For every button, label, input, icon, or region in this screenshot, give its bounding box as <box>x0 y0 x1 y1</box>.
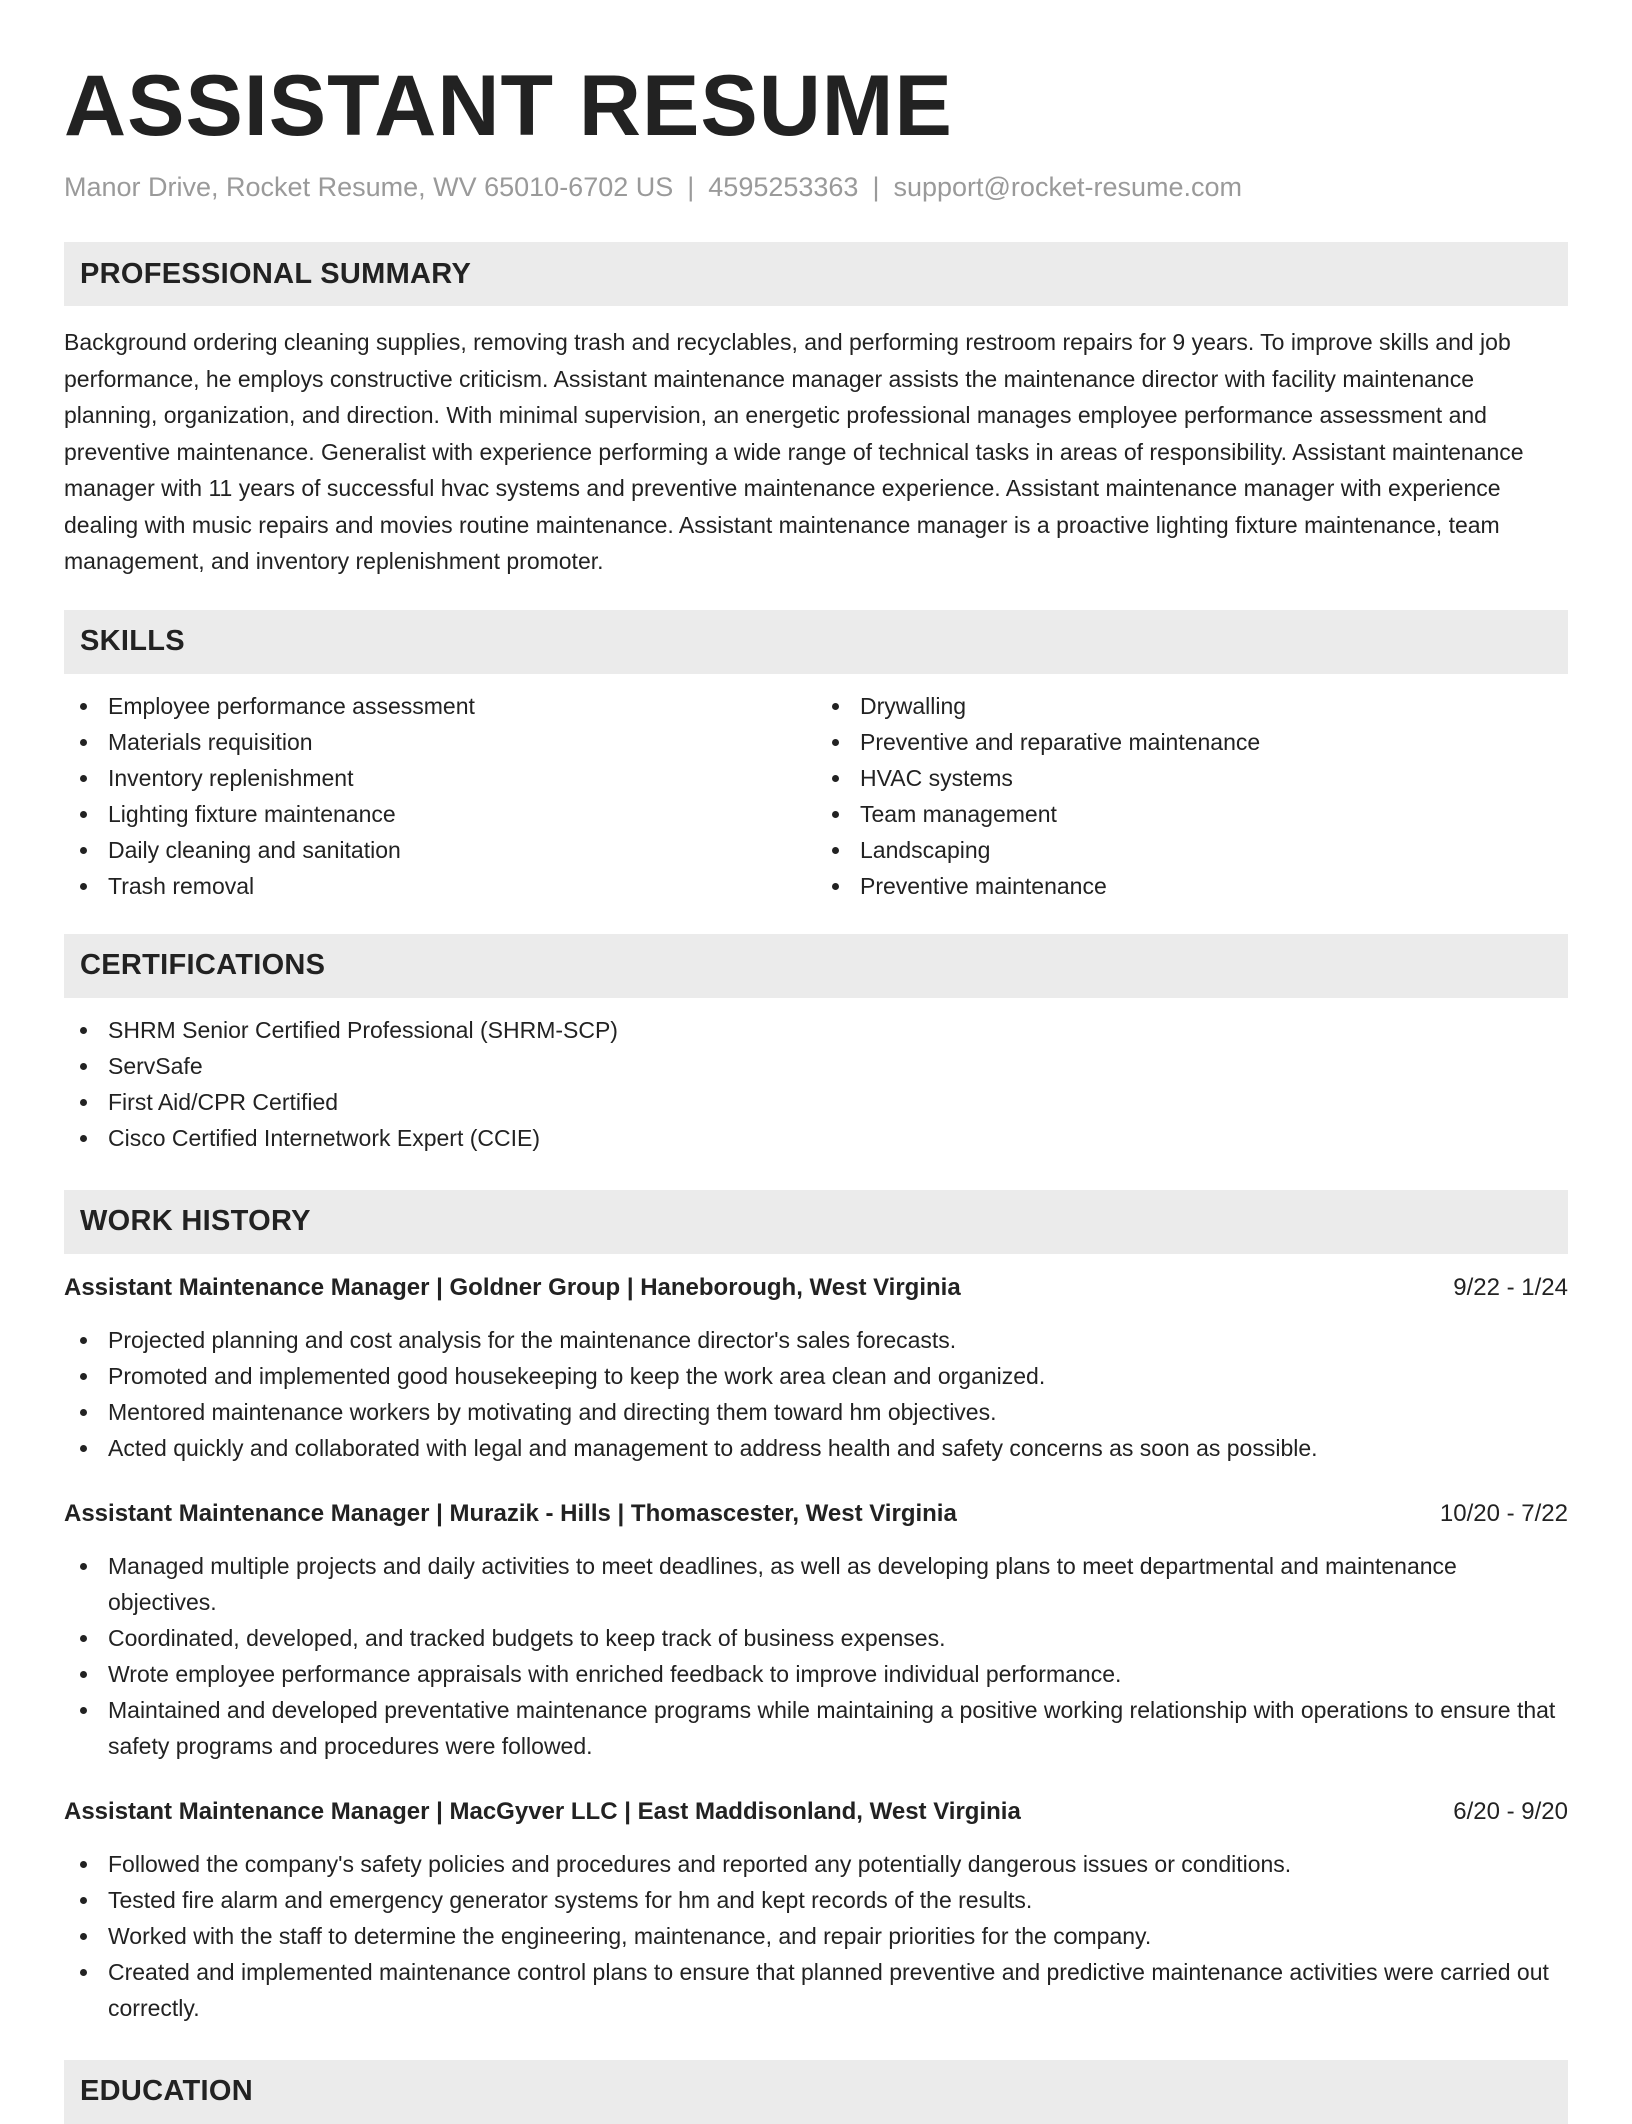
skill-item: HVAC systems <box>860 760 1568 796</box>
skill-item: Drywalling <box>860 688 1568 724</box>
job-bullet: Coordinated, developed, and tracked budgets to keep track of business expenses. <box>108 1620 1568 1656</box>
job-bullet: Maintained and developed preventative maintenance programs while maintaining a positive working relationship with operations to ensure that safety programs and procedures were followed. <box>108 1692 1568 1764</box>
job-bullets <box>64 1548 1568 1764</box>
job-dates: 9/22 - 1/24 <box>1453 1273 1568 1301</box>
contact-separator: | <box>872 172 880 202</box>
summary-heading: PROFESSIONAL SUMMARY <box>80 257 472 290</box>
resume-title: ASSISTANT RESUME <box>64 58 953 154</box>
skill-item: Trash removal <box>108 868 816 904</box>
job-bullet: Tested fire alarm and emergency generator systems for hm and kept records of the results. <box>108 1882 1568 1918</box>
job-header <box>64 1796 1568 1828</box>
summary-text: Background ordering cleaning supplies, removing trash and recyclables, and performing restroom repairs for 9 years. To improve skills and job performance, he employs constructive criticism. Assistant maintenance manager assists the maintenance director with facility maintenance planning, organization, and direction. With minimal supervision, an energetic professional manages employee performance assessment and preventive maintenance. Generalist with experience performing a wide range of technical tasks in areas of responsibility. Assistant maintenance manager with 11 years of successful hvac systems and preventive maintenance experience. Assistant maintenance manager with experience dealing with music repairs and movies routine maintenance. Assistant maintenance manager is a proactive lighting fixture maintenance, team management, and inventory replenishment promoter. <box>64 329 1524 574</box>
job-bullet: Created and implemented maintenance control plans to ensure that planned preventive and predictive maintenance activities were carried out correctly. <box>108 1954 1568 2026</box>
job-entry <box>64 1498 1568 1764</box>
skill-item: Inventory replenishment <box>108 760 816 796</box>
skills-column-left <box>64 688 816 904</box>
skills-column-right <box>816 688 1568 904</box>
job-title: Assistant Maintenance Manager | MacGyver LLC | East Maddisonland, West Virginia <box>64 1797 1021 1825</box>
skill-item: Materials requisition <box>108 724 816 760</box>
job-bullet: Promoted and implemented good housekeeping to keep the work area clean and organized. <box>108 1358 1568 1394</box>
job-entry <box>64 1272 1568 1466</box>
job-bullet: Mentored maintenance workers by motivating and directing them toward hm objectives. <box>108 1394 1568 1430</box>
job-title: Assistant Maintenance Manager | Murazik - Hills | Thomascester, West Virginia <box>64 1499 957 1527</box>
education-heading: EDUCATION <box>80 2075 253 2107</box>
job-bullet: Worked with the staff to determine the engineering, maintenance, and repair priorities for the company. <box>108 1918 1568 1954</box>
certifications-heading: CERTIFICATIONS <box>80 949 326 981</box>
contact-email: support@rocket-resume.com <box>893 172 1242 202</box>
job-bullet: Managed multiple projects and daily activities to meet deadlines, as well as developing plans to meet departmental and maintenance objectives. <box>108 1548 1568 1620</box>
skill-item: Landscaping <box>860 832 1568 868</box>
summary-section-header <box>64 242 1568 306</box>
job-bullet: Followed the company's safety policies and procedures and reported any potentially dangerous issues or conditions. <box>108 1846 1568 1882</box>
job-bullet: Wrote employee performance appraisals with enriched feedback to improve individual performance. <box>108 1656 1568 1692</box>
work-history-section-header <box>64 1190 1568 1254</box>
certification-item: Cisco Certified Internetwork Expert (CCIE) <box>108 1120 1568 1156</box>
skill-item: Employee performance assessment <box>108 688 816 724</box>
skill-item: Team management <box>860 796 1568 832</box>
job-header <box>64 1498 1568 1530</box>
job-bullet: Acted quickly and collaborated with legal and management to address health and safety concerns as soon as possible. <box>108 1430 1568 1466</box>
contact-separator: | <box>687 172 695 202</box>
job-header <box>64 1272 1568 1304</box>
contact-phone: 4595253363 <box>708 172 859 202</box>
certification-item: ServSafe <box>108 1048 1568 1084</box>
job-dates: 6/20 - 9/20 <box>1453 1797 1568 1825</box>
work-history-heading: WORK HISTORY <box>80 1205 311 1237</box>
job-entry <box>64 1796 1568 2026</box>
contact-line <box>64 170 1568 204</box>
skill-item: Preventive maintenance <box>860 868 1568 904</box>
certifications-section-header <box>64 934 1568 998</box>
education-section-header <box>64 2060 1568 2124</box>
job-title: Assistant Maintenance Manager | Goldner Group | Haneborough, West Virginia <box>64 1273 961 1301</box>
contact-address: Manor Drive, Rocket Resume, WV 65010-6702 US <box>64 172 674 202</box>
certifications-list <box>64 1012 1568 1156</box>
job-bullets <box>64 1322 1568 1466</box>
skill-item: Daily cleaning and sanitation <box>108 832 816 868</box>
certification-item: SHRM Senior Certified Professional (SHRM-SCP) <box>108 1012 1568 1048</box>
skill-item: Lighting fixture maintenance <box>108 796 816 832</box>
job-dates: 10/20 - 7/22 <box>1439 1499 1568 1527</box>
skills-heading: SKILLS <box>80 625 185 657</box>
job-bullet: Projected planning and cost analysis for the maintenance director's sales forecasts. <box>108 1322 1568 1358</box>
certification-item: First Aid/CPR Certified <box>108 1084 1568 1120</box>
skills-list <box>64 688 1568 904</box>
job-bullets <box>64 1846 1568 2026</box>
skills-section-header <box>64 610 1568 674</box>
skill-item: Preventive and reparative maintenance <box>860 724 1568 760</box>
